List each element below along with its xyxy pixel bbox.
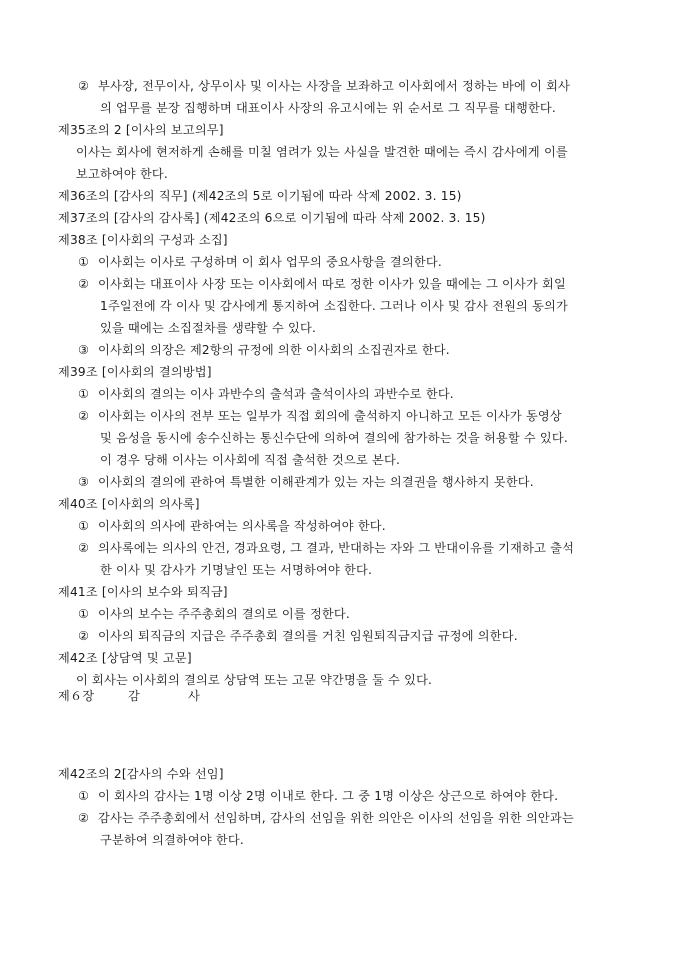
chapter-heading [58, 686, 200, 706]
line-text: 구분하여 의결하여야 한다. [100, 833, 244, 847]
line-text: 이사는 회사에 현저하게 손해를 미칠 염려가 있는 사실을 발견한 때에는 즉시 감사에게 이를 [76, 145, 568, 159]
text-line [78, 406, 562, 426]
line-text: 이사의 보수는 주주총회의 결의로 이를 정한다. [98, 607, 350, 621]
chapter-number: 제６장 [58, 689, 95, 703]
line-text: 제37조의 [감사의 감사록] (제42조의 6으로 이기됨에 따라 삭제 2002. 3. 15) [58, 211, 486, 225]
line-text: 감사는 주주총회에서 선임하며, 감사의 선임을 위한 의안은 이사의 선임을 위한 의안과는 [98, 811, 574, 825]
text-line [78, 538, 574, 558]
line-text: 제42조 [상담역 및 고문] [58, 651, 192, 665]
line-text: 보고하여야 한다. [76, 167, 168, 181]
item-number: ② [78, 277, 90, 291]
line-text: 제41조 [이사의 보수와 퇴직금] [58, 585, 228, 599]
text-line [78, 76, 570, 96]
line-text: 이사회는 이사의 전부 또는 일부가 직접 회의에 출석하지 아니하고 모든 이사가 동영상 [98, 409, 562, 423]
text-line [78, 516, 386, 536]
item-number: ② [78, 541, 90, 555]
item-number: ② [78, 409, 90, 423]
item-number: ② [78, 79, 90, 93]
line-text: 이 회사는 이사회의 결의로 상담역 또는 고문 약간명을 둘 수 있다. [76, 673, 433, 687]
item-number: ① [78, 789, 90, 803]
article-heading [58, 186, 462, 206]
item-number: ③ [78, 343, 90, 357]
text-line [78, 472, 534, 492]
item-number: ② [78, 629, 90, 643]
line-text: 제35조의 2 [이사의 보고의무] [58, 123, 224, 137]
line-text: 이사회의 의사에 관하여는 의사록을 작성하여야 한다. [98, 519, 386, 533]
article-heading [58, 582, 228, 602]
article-heading [58, 230, 228, 250]
text-line [78, 274, 566, 294]
line-text: 이사회의 결의는 이사 과반수의 출석과 출석이사의 과반수로 한다. [98, 387, 454, 401]
line-text: 의사록에는 의사의 안건, 경과요령, 그 결과, 반대하는 자와 그 반대이유를 기재하고 출석 [98, 541, 575, 555]
text-line [78, 384, 454, 404]
line-text: 이 경우 당해 이사는 이사회에 직접 출석한 것으로 본다. [100, 453, 401, 467]
text-line [78, 808, 574, 828]
line-text: 1주일전에 각 이사 및 감사에게 통지하여 소집한다. 그러나 이사 및 감사 전원의 동의가 [100, 299, 569, 313]
chapter-title-part: 감 [128, 689, 140, 703]
article-heading [58, 648, 192, 668]
line-text: 제39조 [이사회의 결의방법] [58, 365, 212, 379]
item-number: ② [78, 811, 90, 825]
item-number: ① [78, 607, 90, 621]
line-text: 제42조의 2[감사의 수와 선임] [58, 767, 224, 781]
article-heading [58, 764, 224, 784]
line-text: 이 회사의 감사는 1명 이상 2명 이내로 한다. 그 중 1명 이상은 상근으로 하여야 한다. [98, 789, 559, 803]
text-line [100, 428, 568, 448]
article-heading [58, 362, 212, 382]
line-text: 이사의 퇴직금의 지급은 주주총회 결의를 거친 임원퇴직금지급 규정에 의한다. [98, 629, 518, 643]
item-number: ③ [78, 475, 90, 489]
item-number: ① [78, 255, 90, 269]
line-text: 있을 때에는 소집절차를 생략할 수 있다. [100, 321, 317, 335]
line-text: 제40조 [이사회의 의사록] [58, 497, 200, 511]
text-line [100, 98, 556, 118]
article-heading [58, 120, 224, 140]
text-line [78, 340, 450, 360]
article-heading [58, 494, 200, 514]
item-number: ① [78, 387, 90, 401]
line-text: 제38조 [이사회의 구성과 소집] [58, 233, 228, 247]
line-text: 한 이사 및 감사가 기명날인 또는 서명하여야 한다. [100, 563, 373, 577]
line-text: 부사장, 전무이사, 상무이사 및 이사는 사장을 보좌하고 이사회에서 정하는 바에 이 회사 [98, 79, 571, 93]
text-line [100, 318, 316, 338]
text-line [76, 142, 568, 162]
text-line [78, 252, 442, 272]
text-line [76, 164, 168, 184]
text-line [78, 604, 350, 624]
text-line [100, 560, 372, 580]
text-line [78, 786, 558, 806]
line-text: 이사회의 결의에 관하여 특별한 이해관계가 있는 자는 의결권을 행사하지 못한다. [98, 475, 534, 489]
line-text: 이사회는 대표이사 사장 또는 이사회에서 따로 정한 이사가 있을 때에는 그 이사가 회일 [98, 277, 566, 291]
text-line [100, 296, 568, 316]
line-text: 제36조의 [감사의 직무] (제42조의 5로 이기됨에 따라 삭제 2002. 3. 15) [58, 189, 462, 203]
text-line [100, 450, 400, 470]
item-number: ① [78, 519, 90, 533]
text-line [100, 830, 244, 850]
line-text: 의 업무를 분장 집행하며 대표이사 사장의 유고시에는 위 순서로 그 직무를 대행한다. [100, 101, 556, 115]
line-text: 이사회는 이사로 구성하며 이 회사 업무의 중요사항을 결의한다. [98, 255, 442, 269]
article-heading [58, 208, 486, 228]
chapter-title-part: 사 [188, 689, 200, 703]
line-text: 이사회의 의장은 제2항의 규정에 의한 이사회의 소집권자로 한다. [98, 343, 450, 357]
line-text: 및 음성을 동시에 송수신하는 통신수단에 의하여 결의에 참가하는 것을 허용할 수 있다. [100, 431, 568, 445]
text-line [78, 626, 518, 646]
